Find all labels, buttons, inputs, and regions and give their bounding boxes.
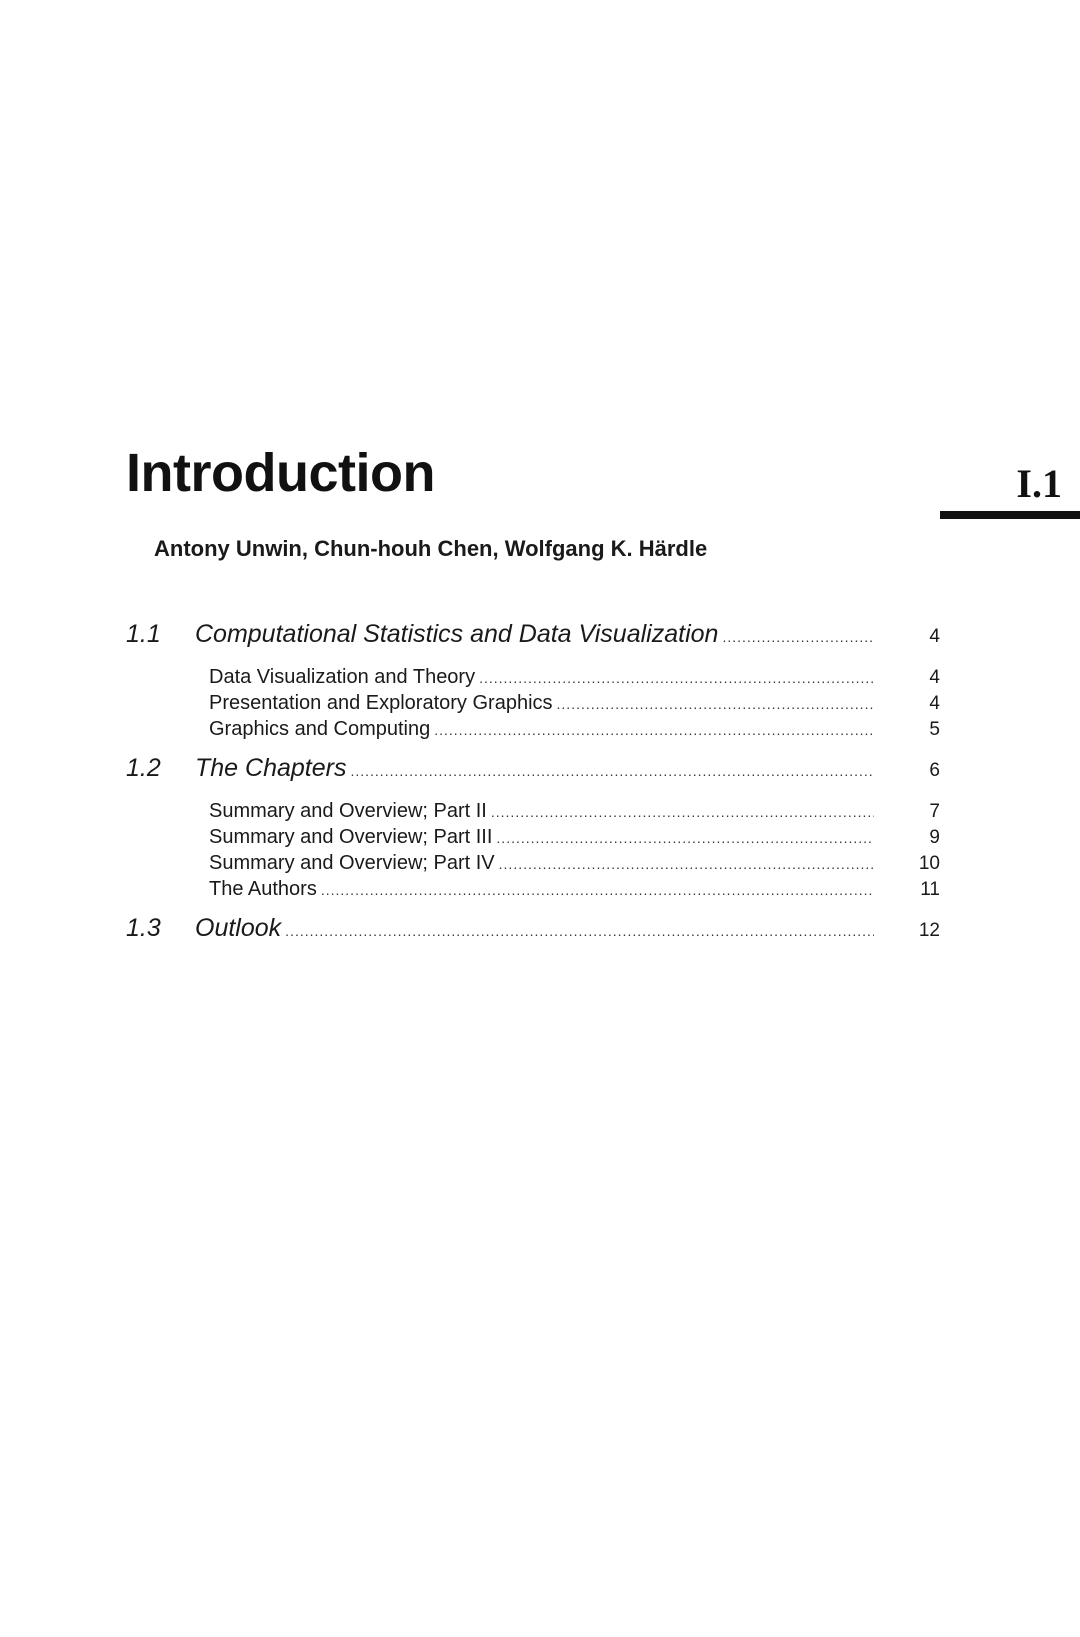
section-title: Outlook xyxy=(195,914,282,942)
chapter-number: I.1 xyxy=(1016,461,1062,506)
subsection-title: Graphics and Computing xyxy=(209,718,431,740)
toc-subsection[interactable] xyxy=(209,852,940,878)
toc-section-1-1[interactable] xyxy=(126,620,940,660)
page-number: 4 xyxy=(929,667,940,688)
dot-leader xyxy=(722,629,874,645)
dot-leader xyxy=(479,670,874,686)
subsection-title: The Authors xyxy=(209,878,317,900)
subsection-title: Presentation and Exploratory Graphics xyxy=(209,692,553,714)
subsection-title: Summary and Overview; Part II xyxy=(209,800,487,822)
toc-section-1-2[interactable] xyxy=(126,754,940,794)
section-title: Computational Statistics and Data Visualization xyxy=(195,620,719,648)
toc-subsection[interactable] xyxy=(209,718,940,744)
page-number: 7 xyxy=(929,801,940,822)
toc-subsection-list xyxy=(126,666,940,744)
page-number: 4 xyxy=(929,693,940,714)
table-of-contents xyxy=(126,620,940,954)
chapter-title: Introduction xyxy=(126,443,435,503)
section-number: 1.1 xyxy=(126,620,161,648)
subsection-title: Summary and Overview; Part III xyxy=(209,826,493,848)
page-number: 10 xyxy=(918,853,940,874)
toc-subsection[interactable] xyxy=(209,878,940,904)
dot-leader xyxy=(321,882,874,898)
dot-leader xyxy=(491,804,874,820)
section-number: 1.3 xyxy=(126,914,161,942)
section-title: The Chapters xyxy=(195,754,347,782)
dot-leader xyxy=(499,856,874,872)
page-number: 5 xyxy=(929,719,940,740)
dot-leader xyxy=(350,763,874,779)
subsection-title: Data Visualization and Theory xyxy=(209,666,476,688)
page-number: 4 xyxy=(929,626,940,647)
page-number: 6 xyxy=(929,760,940,781)
dot-leader xyxy=(496,830,874,846)
toc-subsection-list xyxy=(126,800,940,904)
page-number: 9 xyxy=(929,827,940,848)
toc-subsection[interactable] xyxy=(209,666,940,692)
dot-leader xyxy=(434,722,874,738)
toc-subsection[interactable] xyxy=(209,800,940,826)
toc-subsection[interactable] xyxy=(209,826,940,852)
chapter-marker-bar xyxy=(940,511,1080,519)
toc-section-1-3[interactable] xyxy=(126,914,940,954)
dot-leader xyxy=(285,923,874,939)
page-number: 12 xyxy=(918,920,940,941)
toc-subsection[interactable] xyxy=(209,692,940,718)
section-number: 1.2 xyxy=(126,754,161,782)
page-number: 11 xyxy=(920,879,940,900)
subsection-title: Summary and Overview; Part IV xyxy=(209,852,495,874)
chapter-authors: Antony Unwin, Chun-houh Chen, Wolfgang K. Härdle xyxy=(154,536,708,561)
dot-leader xyxy=(557,696,874,712)
